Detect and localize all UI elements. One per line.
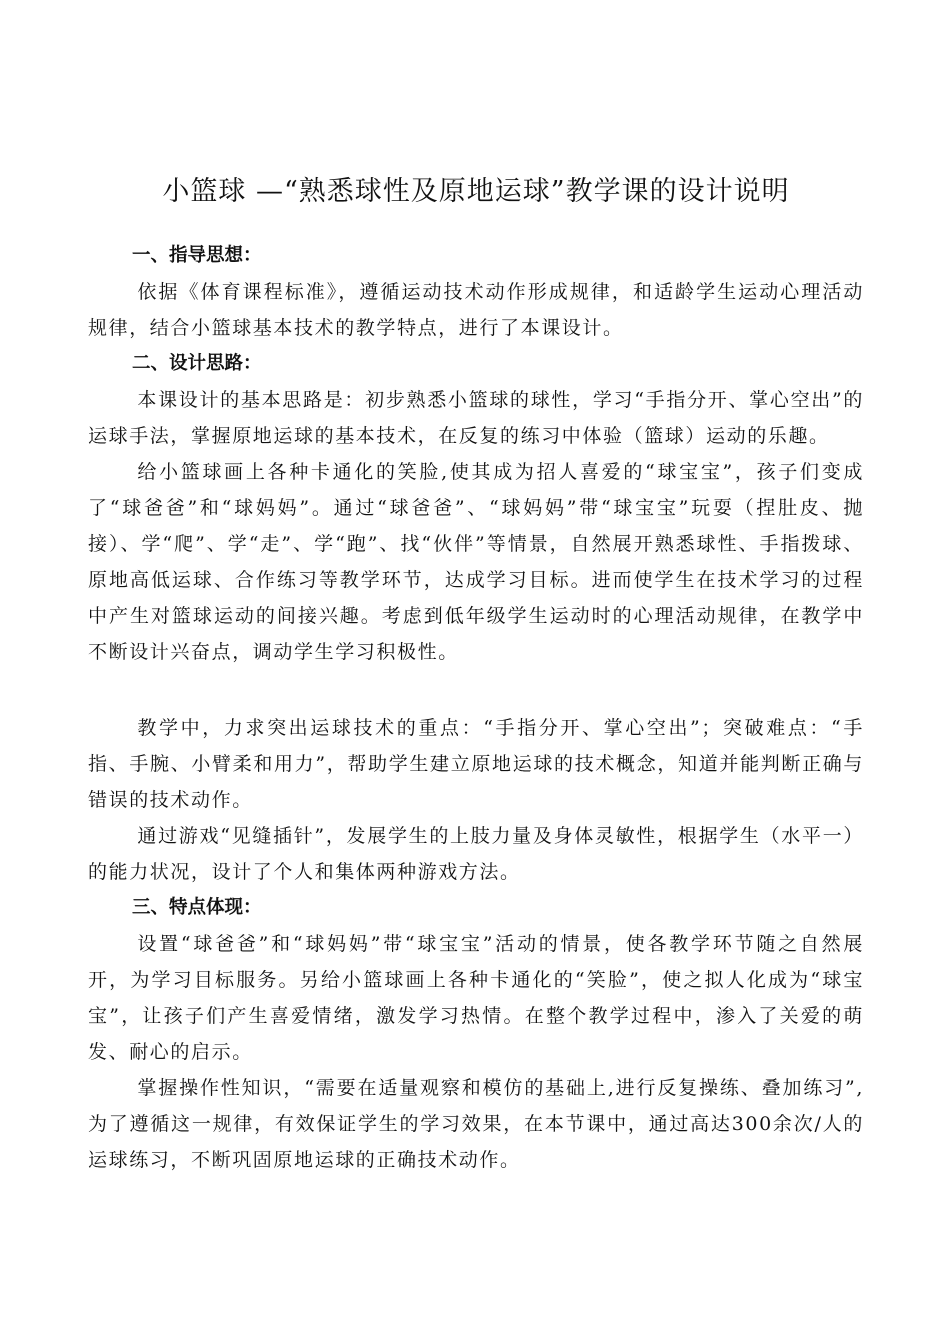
paragraph: 给小篮球画上各种卡通化的笑脸,使其成为招人喜爱的“球宝宝”，孩子们变成了“球爸爸”和“球妈妈”。通过“球爸爸”、“球妈妈”带“球宝宝”玩耍（捏肚皮、抛接）、学“爬”、学“走”、学“跑”、找“伙伴”等情景，自然展开熟悉球性、手指拨球、原地高低运球、合作练习等教学环节，达成学习目标。进而使学生在技术学习的过程中产生对篮球运动的间接兴趣。考虑到低年级学生运动时的心理活动规律，在教学中不断设计兴奋点，调动学生学习积极性。 — [88, 461, 864, 663]
section-guiding-ideology — [88, 238, 864, 346]
section-heading: 一、指导思想： — [132, 245, 262, 266]
paragraph: 设置“球爸爸”和“球妈妈”带“球宝宝”活动的情景，使各教学环节随之自然展开，为学习目标服务。另给小篮球画上各种卡通化的“笑脸”，使之拟人化成为“球宝宝”，让孩子们产生喜爱情绪，激发学习热情。在整个教学过程中，渗入了关爱的萌发、耐心的启示。 — [88, 933, 864, 1063]
paragraph: 教学中，力求突出运球技术的重点：“手指分开、掌心空出”；突破难点：“手指、手腕、小臂柔和用力”，帮助学生建立原地运球的技术概念，知道并能判断正确与错误的技术动作。 — [88, 717, 864, 811]
document-title: 小篮球 —“熟悉球性及原地运球”教学课的设计说明 — [162, 176, 790, 207]
paragraph: 掌握操作性知识，“需要在适量观察和模仿的基础上,进行反复操练、叠加练习”,为了遵循这一规律，有效保证学生的学习效果，在本节课中，通过高达300余次/人的运球练习，不断巩固原地运球的正确技术动作。 — [88, 1077, 864, 1171]
section-features — [88, 890, 864, 1178]
section-heading: 三、特点体现： — [132, 897, 262, 918]
paragraph: 依据《体育课程标准》，遵循运动技术动作形成规律，和适龄学生运动心理活动规律，结合小篮球基本技术的教学特点，进行了本课设计。 — [88, 281, 864, 339]
section-design-approach — [88, 346, 864, 890]
document-page — [88, 172, 864, 1178]
section-heading: 二、设计思路： — [132, 353, 262, 374]
paragraph: 通过游戏“见缝插针”，发展学生的上肢力量及身体灵敏性，根据学生（水平一）的能力状况，设计了个人和集体两种游戏方法。 — [88, 825, 864, 883]
paragraph: 本课设计的基本思路是：初步熟悉小篮球的球性，学习“手指分开、掌心空出”的运球手法，掌握原地运球的基本技术，在反复的练习中体验（篮球）运动的乐趣。 — [88, 389, 864, 447]
